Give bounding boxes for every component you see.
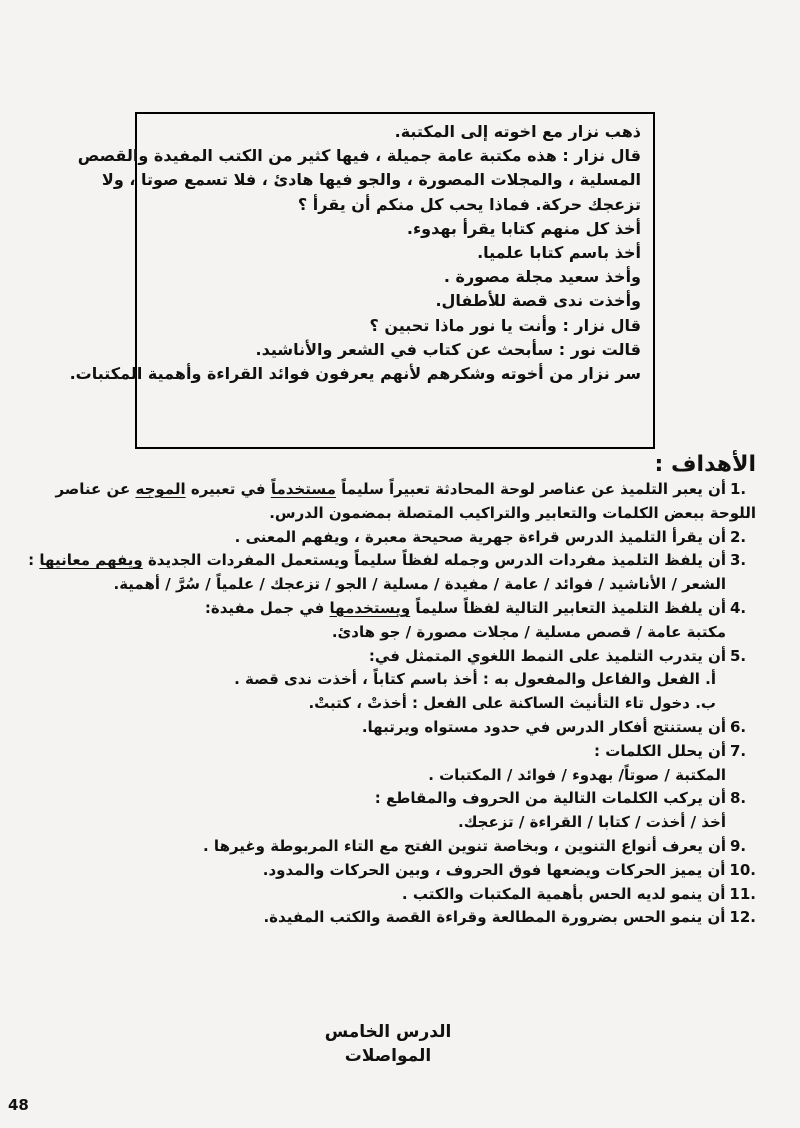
- objective-item: [40, 716, 756, 740]
- objective-item: [40, 906, 756, 930]
- objective-number: 1.: [730, 480, 747, 498]
- story-line: المسلية ، والمجلات المصورة ، والجو فيها هادئ ، فلا تسمع صوتا ، ولا: [101, 170, 641, 190]
- objectives-list: [28, 478, 756, 930]
- next-lesson-heading: [288, 1020, 488, 1068]
- objective-subitem: ب. دخول تاء التأنيث الساكنة على الفعل : أخذتْ ، كتبتْ.: [308, 694, 716, 713]
- underlined-word: مستخدماً: [270, 480, 336, 498]
- objective-subitem: أ. الفعل والفاعل والمفعول به : أخذ باسم كتاباً ، أخذت ندى قصة .: [234, 670, 716, 689]
- objective-text: أن يتدرب التلميذ على النمط اللغوي المتمثل في:: [368, 646, 726, 665]
- objective-number: 8.: [730, 789, 747, 808]
- objective-text: أن يميز الحركات ويضعها فوق الحروف ، وبين الحركات والمدود.: [262, 860, 726, 879]
- story-line: ذهب نزار مع اخوته إلى المكتبة.: [394, 122, 641, 141]
- objective-number: 9.: [730, 836, 747, 855]
- objectives-title: الأهداف :: [654, 452, 756, 477]
- story-line: سر نزار من أخوته وشكرهم لأنهم يعرفون فوائد القراءة وأهمية المكتبات.: [69, 364, 641, 384]
- objective-continuation: اللوحة ببعض الكلمات والتعابير والتراكيب المتصلة بمضمون الدرس.: [269, 503, 756, 522]
- objective-text: في تعبيره: [185, 480, 271, 498]
- objective-item: [40, 478, 756, 502]
- objective-item: [40, 883, 756, 907]
- objective-number: 2.: [730, 527, 747, 546]
- objective-text: أن يعبر التلميذ عن عناصر لوحة المحادثة تعبيراً سليماً: [335, 480, 726, 498]
- objective-continuation: مكتبة عامة / قصص مسلية / مجلات مصورة / جو هادئ.: [331, 622, 726, 641]
- objective-item: [40, 597, 756, 621]
- objective-text: أن يلفظ التلميذ التعابير التالية لفظاً سليماً: [410, 598, 726, 617]
- objective-item: [40, 645, 756, 669]
- underlined-word: الموجه: [135, 480, 186, 498]
- objective-number: 3.: [730, 551, 747, 570]
- story-line: قال نزار : وأنت يا نور ماذا تحبين ؟: [369, 315, 641, 335]
- objective-item: [40, 740, 756, 764]
- objective-text: :: [28, 551, 40, 570]
- objective-item: [40, 859, 756, 883]
- objective-item: [40, 835, 756, 859]
- objective-continuation: المكتبة / صوتاً/ بهدوء / فوائد / المكتبات .: [428, 765, 726, 784]
- objective-number: 11.: [729, 884, 756, 903]
- objective-number: 6.: [730, 717, 747, 736]
- story-line: قال نزار : هذه مكتبة عامة جميلة ، فيها كثير من الكتب المفيدة والقصص: [77, 146, 641, 166]
- underlined-word: ويستخدمها: [329, 598, 411, 617]
- story-line: وأخذ سعيد مجلة مصورة .: [443, 267, 641, 287]
- page-number: 48: [8, 1096, 29, 1114]
- story-line: تزعجك حركة. فماذا يحب كل منكم أن يقرأ ؟: [297, 194, 641, 214]
- objective-text: أن ينمو لديه الحس بأهمية المكتبات والكتب .: [401, 884, 726, 903]
- objective-text: أن يحلل الكلمات :: [594, 741, 726, 760]
- objective-number: 10.: [729, 860, 756, 879]
- objective-number: 4.: [730, 598, 747, 617]
- objective-item: [40, 787, 756, 811]
- objective-text: أن يقرأ التلميذ الدرس قراءة جهرية صحيحة معبرة ، ويفهم المعنى .: [234, 527, 726, 546]
- objective-text: أن يركب الكلمات التالية من الحروف والمقاطع :: [374, 789, 726, 808]
- next-lesson-title: المواصلات: [344, 1046, 432, 1066]
- objective-number: 7.: [730, 741, 747, 760]
- objective-item: [28, 549, 756, 573]
- story-line: قالت نور : سأبحث عن كتاب في الشعر والأناشيد.: [255, 339, 641, 359]
- story-line: أخذ باسم كتابا علميا.: [477, 243, 641, 263]
- objective-text: أن يعرف أنواع التنوين ، وبخاصة تنوين الفتح مع التاء المربوطة وغيرها .: [203, 836, 726, 855]
- objective-text: أن ينمو الحس بضرورة المطالعة وقراءة القصة والكتب المفيدة.: [263, 908, 726, 927]
- next-lesson-number: الدرس الخامس: [324, 1022, 452, 1042]
- story-box: [69, 112, 655, 449]
- objective-number: 5.: [730, 646, 747, 665]
- objective-text: أن يستنتج أفكار الدرس في حدود مستواه ويرتبها.: [361, 717, 726, 736]
- underlined-word: ويفهم معانيها: [39, 551, 143, 570]
- objective-continuation: أخذ / أخذت / كتابا / القراءة / تزعجك.: [458, 813, 726, 832]
- objective-text: عن عناصر: [55, 480, 136, 498]
- objective-item: [40, 526, 756, 550]
- objective-number: 12.: [729, 908, 756, 927]
- objective-continuation: الشعر / الأناشيد / فوائد / عامة / مفيدة / مسلية / الجو / تزعجك / علمياً / سُرَّ / أهمية.: [113, 575, 726, 594]
- story-line: أخذ كل منهم كتابا يقرأ بهدوء.: [406, 218, 641, 238]
- story-line: وأخذت ندى قصة للأطفال.: [435, 291, 641, 311]
- objective-text: في جمل مفيدة:: [204, 598, 330, 617]
- objective-text: أن يلفظ التلميذ مفردات الدرس وجمله لفظاً سليماً ويستعمل المفردات الجديدة: [142, 551, 726, 570]
